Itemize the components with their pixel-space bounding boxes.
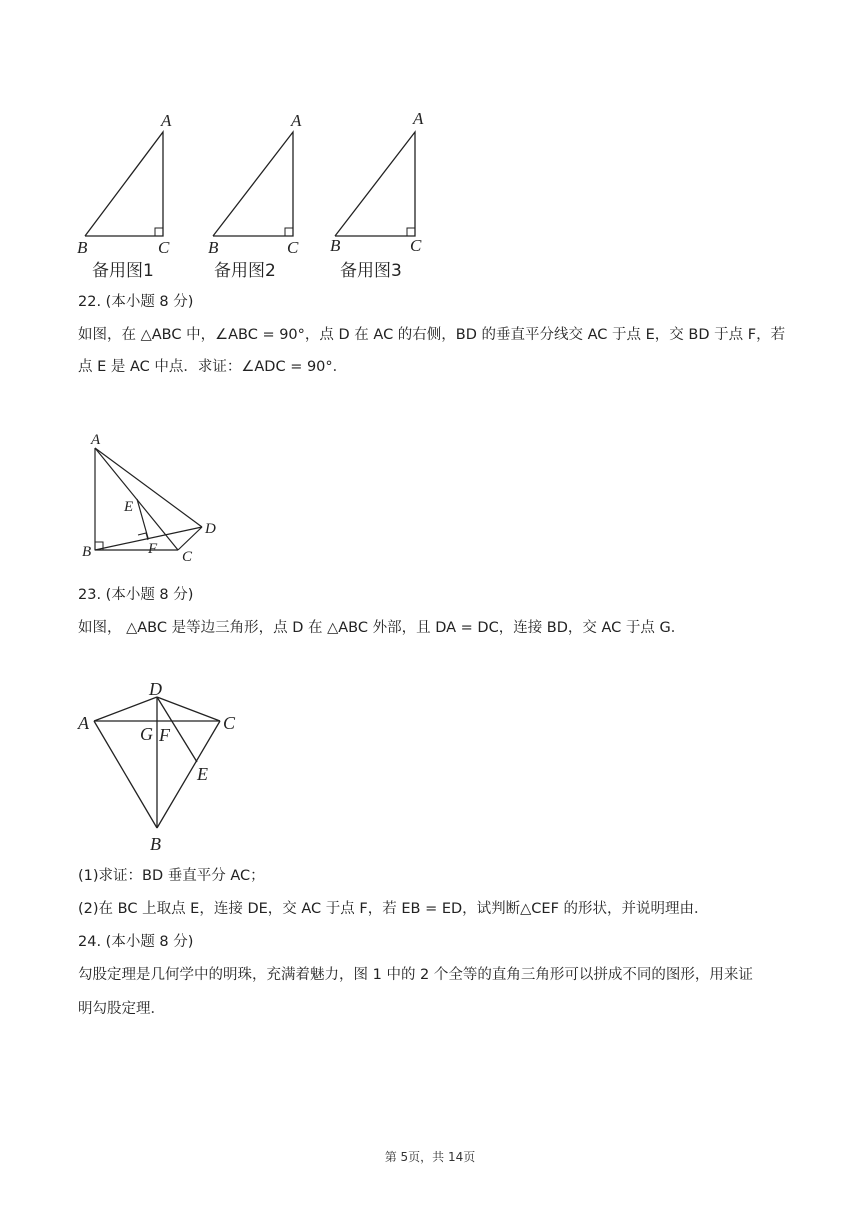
q24-line1: 勾股定理是几何学中的明珠，充满着魅力，图 1 中的 2 个全等的直角三角形可以拼成不同的图形，用来证: [78, 967, 753, 983]
reference-figure-3: [330, 109, 424, 255]
q22-line2: 点 E 是 AC 中点．求证：∠ADC = 90°．: [78, 359, 348, 375]
label-a: A: [161, 111, 172, 130]
label-b: B: [77, 238, 88, 255]
label-e: E: [197, 764, 208, 784]
q23-figure: [75, 678, 245, 858]
label-a: A: [413, 109, 424, 128]
q23-header: 23. (本小题 8 分): [78, 587, 194, 603]
label-c: C: [410, 236, 422, 255]
q23-subquestion-2: (2)在 BC 上取点 E，连接 DE，交 AC 于点 F，若 EB = ED，试判断△CEF 的形状，并说明理由．: [78, 901, 709, 917]
q22-figure: [78, 430, 238, 570]
label-d: D: [149, 679, 162, 699]
label-c: C: [287, 238, 299, 255]
q23-line1: 如图， △ABC 是等边三角形，点 D 在 △ABC 外部，且 DA = DC，连接 BD，交 AC 于点 G．: [78, 620, 686, 636]
label-f: F: [159, 725, 170, 745]
reference-figure-1: [77, 111, 172, 255]
label-e: E: [124, 499, 134, 515]
label-a: A: [78, 713, 89, 733]
label-c: C: [182, 549, 193, 565]
reference-figures: [70, 105, 450, 255]
label-b: B: [150, 834, 161, 854]
q22-header: 22. (本小题 8 分): [78, 294, 194, 310]
caption-figure-1: 备用图1: [92, 261, 154, 281]
q23-subquestion-1: (1)求证：BD 垂直平分 AC；: [78, 868, 265, 884]
label-b: B: [330, 236, 341, 255]
label-b: B: [208, 238, 219, 255]
label-f: F: [148, 541, 158, 557]
label-b: B: [82, 544, 92, 560]
caption-figure-3: 备用图3: [340, 261, 402, 281]
label-c: C: [158, 238, 170, 255]
q22-line1: 如图，在 △ABC 中，∠ABC = 90°，点 D 在 AC 的右侧，BD 的垂直平分线交 AC 于点 E，交 BD 于点 F，若: [78, 327, 786, 343]
label-g: G: [140, 724, 153, 744]
label-a: A: [291, 111, 302, 130]
label-a: A: [91, 432, 101, 448]
label-d: D: [205, 521, 216, 537]
page-footer: 第 5页，共 14页: [384, 1150, 476, 1164]
caption-figure-2: 备用图2: [214, 261, 276, 281]
q24-line2: 明勾股定理．: [78, 1001, 165, 1017]
label-c: C: [223, 713, 236, 733]
reference-figure-2: [208, 111, 302, 255]
q24-header: 24. (本小题 8 分): [78, 934, 194, 950]
